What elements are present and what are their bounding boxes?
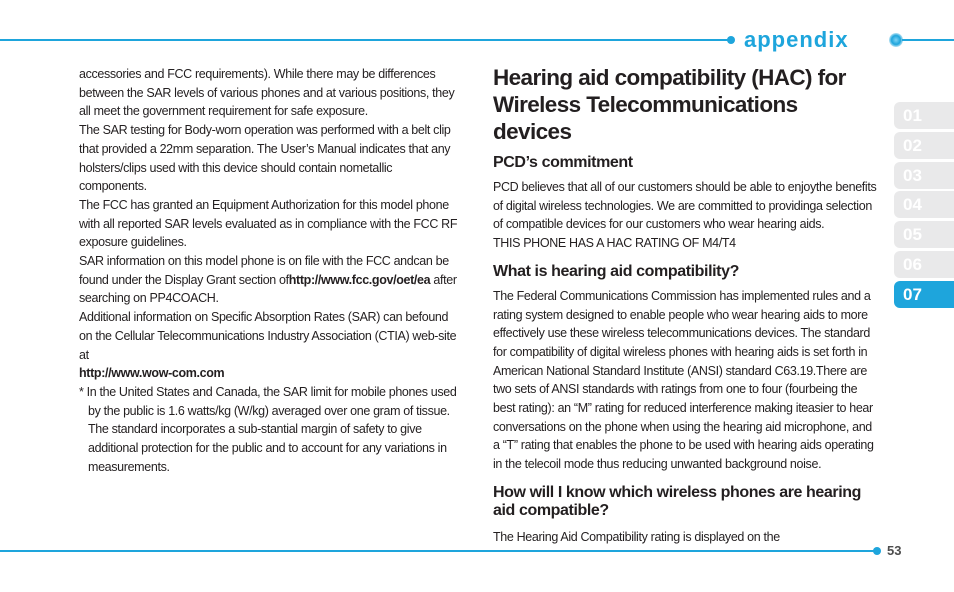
chapter-tab-05[interactable]: 05 — [894, 221, 954, 248]
footer-bullet-dot — [873, 547, 881, 555]
header-bullet-dot — [727, 36, 735, 44]
heading-how-to-know: How will I know which wireless phones are hearing aid compatible? — [493, 483, 862, 519]
hac-explanation-paragraph: The Federal Communications Commission has implemented rules and a rating system designed to enable people who wear hearing aids to more effectively use these wireless telecommunications devices. The standard for compatibility of digital wireless phones with hearing aids is set forth in American National Standard Institute (ANSI) standard C63.19.There are two sets of ANSI standards with ratings from one to four (fourbeing the best rating): an “M” rating for reduced interference making iteasier to hear conversations on the phone when using the hearing aid microphone, and a “T” rating that enables the phone to be used with hearing aids operating in the telecoil mode thus reducing unwanted background noise. — [493, 288, 874, 472]
sar-paragraph-1: accessories and FCC requirements). While there may be differences between the SAR levels of various phones and at various positions, they all meet the government requirement for safe exposure. — [79, 67, 455, 119]
sar-paragraph-3: The FCC has granted an Equipment Authorization for this model phone with all reported SAR levels evaluated as in compliance with the FCC RF exposure guidelines. — [79, 197, 458, 250]
right-column — [493, 64, 877, 547]
chapter-tab-01[interactable]: 01 — [894, 102, 954, 129]
header-glow-dot — [889, 33, 903, 47]
sar-limit-note: * In the United States and Canada, the SAR limit for mobile phones used by the public is 1.6 watts/kg (W/kg) averaged over one gram of tissue. The standard incorporates a sub-stantial margin of safety to give additional protection for the public and to account for any variations in measurements. — [79, 384, 457, 474]
fcc-link[interactable]: http://www.fcc.gov/oet/ea — [288, 272, 431, 287]
section-title: appendix — [744, 27, 849, 52]
chapter-tab-02[interactable]: 02 — [894, 132, 954, 159]
chapter-tab-04[interactable]: 04 — [894, 191, 954, 218]
ctia-link[interactable]: http://www.wow-com.com — [79, 366, 225, 381]
page-title: Hearing aid compatibility (HAC) for Wireless Telecommunications devices — [493, 65, 846, 144]
hac-rating-line: THIS PHONE HAS A HAC RATING OF M4/T4 — [493, 236, 736, 251]
heading-what-is-hac: What is hearing aid compatibility? — [493, 262, 739, 280]
sar-paragraph-4-tail: after searching on PP4COACH. — [79, 272, 457, 306]
hac-display-paragraph: The Hearing Aid Compatibility rating is displayed on the — [493, 529, 780, 544]
chapter-tab-06[interactable]: 06 — [894, 251, 954, 278]
heading-pcd-commitment: PCD’s commitment — [493, 154, 633, 171]
left-column — [79, 65, 463, 476]
chapter-tab-07[interactable]: 07 — [894, 281, 954, 308]
sar-paragraph-5 — [79, 308, 463, 383]
header-rule-left — [0, 39, 730, 41]
sar-paragraph-2: The SAR testing for Body-worn operation was performed with a belt clip that provided a 22mm separation. The User’s Manual indicates that any holsters/clips used with this device should contain nometallic components. — [79, 123, 451, 194]
commitment-paragraph: PCD believes that all of our customers should be able to enjoythe benefits of digital wireless technologies. We are committed to providinga selection of compatible devices for our customers who wear hearing aids. — [493, 180, 877, 232]
chapter-tab-03[interactable]: 03 — [894, 162, 954, 189]
page-number: 53 — [887, 543, 902, 558]
footer-rule — [0, 550, 874, 552]
sar-paragraph-4 — [79, 252, 463, 308]
sar-paragraph-4-text: SAR information on this model phone is on file with the FCC andcan be found under the Display Grant section of — [79, 254, 449, 287]
sar-paragraph-5-text: Additional information on Specific Absorption Rates (SAR) can befound on the Cellular Telecommunications Industry Association (CTIA) web-site at — [79, 310, 457, 362]
header-rule-right — [902, 39, 954, 41]
chapter-tabs — [894, 102, 954, 311]
